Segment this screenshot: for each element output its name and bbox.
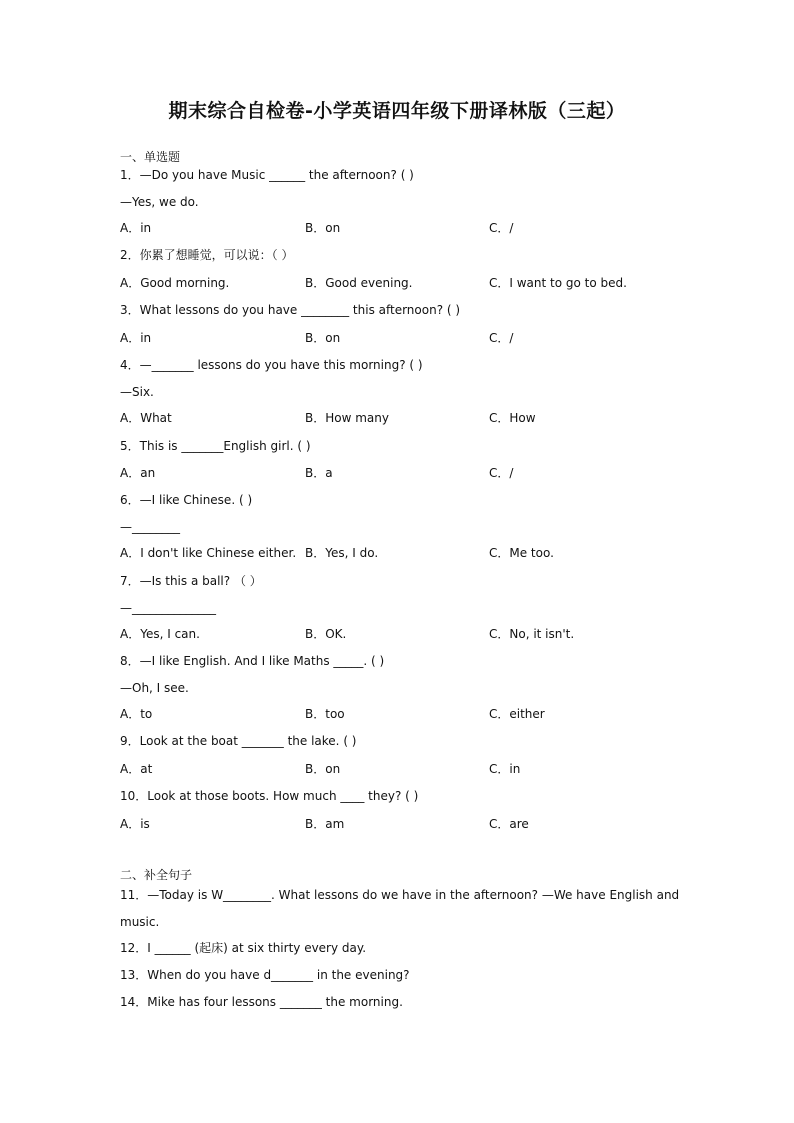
question-text: —Six.: [120, 385, 154, 399]
option-a: A．in: [120, 221, 152, 235]
page-title: 期末综合自检卷-小学英语四年级下册译林版（三起）: [168, 100, 626, 122]
option-b: B．on: [305, 762, 341, 776]
question-text: —________: [120, 520, 180, 534]
option-b: B．a: [305, 466, 333, 480]
section-heading: 二、补全句子: [120, 868, 193, 882]
option-c: C．I want to go to bed.: [489, 276, 627, 290]
option-a: A．an: [120, 466, 156, 480]
option-a: A．I don't like Chinese either.: [120, 546, 297, 560]
question-text: 6．—I like Chinese. ( ): [120, 493, 253, 507]
question-text: 4．—_______ lessons do you have this morning? ( ): [120, 358, 423, 372]
section-heading: 一、单选题: [120, 150, 181, 164]
option-c: C．How: [489, 411, 536, 425]
option-a: A．What: [120, 411, 172, 425]
option-a: A．Yes, I can.: [120, 627, 200, 641]
question-text: 5．This is _______English girl. ( ): [120, 439, 311, 453]
option-b: B．Good evening.: [305, 276, 413, 290]
option-b: B．too: [305, 707, 345, 721]
question-text: 9．Look at the boat _______ the lake. ( ): [120, 734, 357, 748]
question-text: music.: [120, 915, 160, 929]
question-text: —Yes, we do.: [120, 195, 199, 209]
question-text: 10．Look at those boots. How much ____ they? ( ): [120, 789, 419, 803]
option-a: A．in: [120, 331, 152, 345]
option-a: A．is: [120, 817, 150, 831]
option-a: A．at: [120, 762, 153, 776]
option-a: A．Good morning.: [120, 276, 230, 290]
option-c: C．in: [489, 762, 521, 776]
option-a: A．to: [120, 707, 153, 721]
option-b: B．on: [305, 331, 341, 345]
option-c: C．/: [489, 331, 514, 345]
option-b: B．OK.: [305, 627, 347, 641]
option-c: C．are: [489, 817, 529, 831]
question-text: 7．—Is this a ball? （ ）: [120, 574, 262, 588]
option-b: B．on: [305, 221, 341, 235]
option-c: C．Me too.: [489, 546, 554, 560]
option-c: C．either: [489, 707, 545, 721]
question-text: 8．—I like English. And I like Maths _____. ( ): [120, 654, 385, 668]
option-c: C．/: [489, 221, 514, 235]
question-text: 12．I ______ (起床) at six thirty every day.: [120, 941, 367, 955]
option-c: C．No, it isn't.: [489, 627, 575, 641]
question-text: 11．—Today is W________. What lessons do we have in the afternoon? —We have English and: [120, 888, 680, 902]
option-b: B．Yes, I do.: [305, 546, 379, 560]
option-b: B．How many: [305, 411, 389, 425]
option-c: C．/: [489, 466, 514, 480]
question-text: 1．—Do you have Music ______ the afternoon? ( ): [120, 168, 414, 182]
question-text: 13．When do you have d_______ in the evening?: [120, 968, 410, 982]
question-text: —______________: [120, 601, 216, 615]
question-text: 2．你累了想睡觉，可以说：（ ）: [120, 248, 294, 262]
question-text: 3．What lessons do you have ________ this afternoon? ( ): [120, 303, 461, 317]
option-b: B．am: [305, 817, 345, 831]
question-text: —Oh, I see.: [120, 681, 189, 695]
question-text: 14．Mike has four lessons _______ the morning.: [120, 995, 403, 1009]
